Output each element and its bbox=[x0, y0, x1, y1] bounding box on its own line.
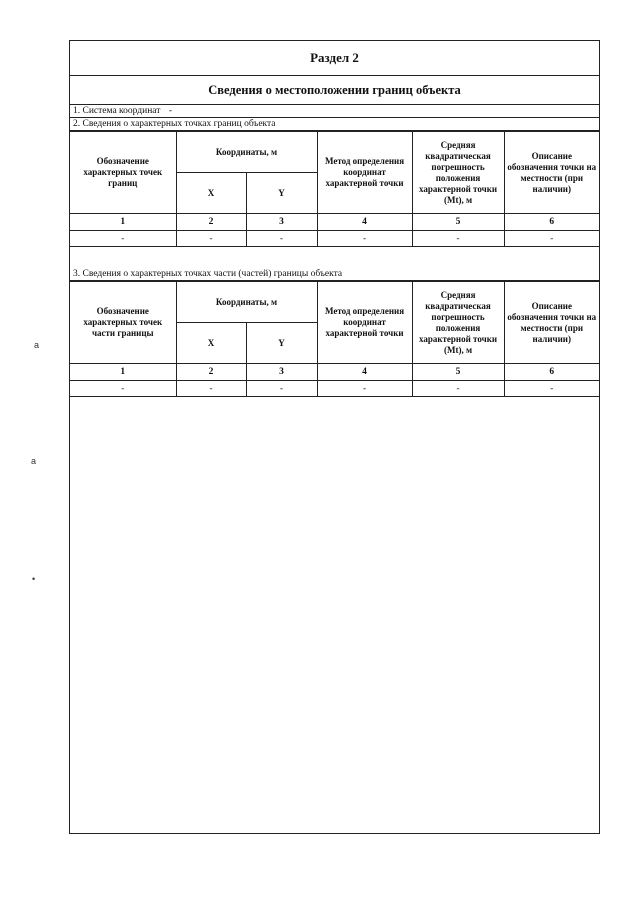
table-cell: - bbox=[70, 381, 176, 397]
header-description: Описание обозначения точки на местности (при наличии) bbox=[504, 132, 599, 214]
column-number: 4 bbox=[317, 364, 412, 381]
header-error: Средняя квадратическая погрешность положения характерной точки (Mt), м bbox=[412, 282, 504, 364]
header-y: Y bbox=[246, 323, 317, 364]
column-number: 2 bbox=[176, 364, 246, 381]
header-coordinates: Координаты, м bbox=[176, 282, 317, 323]
table-cell: - bbox=[504, 381, 599, 397]
header-coordinates: Координаты, м bbox=[176, 132, 317, 173]
margin-mark: a bbox=[34, 340, 40, 350]
coord-system-row bbox=[70, 105, 599, 118]
table1-label: 2. Сведения о характерных точках границ объекта bbox=[73, 119, 276, 129]
header-designation: Обозначение характерных точек части границы bbox=[70, 282, 176, 364]
table2-label-row bbox=[70, 268, 599, 281]
header-error: Средняя квадратическая погрешность положения характерной точки (Mt), м bbox=[412, 132, 504, 214]
column-number: 4 bbox=[317, 214, 412, 231]
margin-mark: • bbox=[32, 574, 36, 584]
header-description: Описание обозначения точки на местности (при наличии) bbox=[504, 282, 599, 364]
column-number: 3 bbox=[246, 214, 317, 231]
table1-label-row bbox=[70, 118, 599, 131]
table-cell: - bbox=[176, 381, 246, 397]
column-number: 6 bbox=[504, 364, 599, 381]
table-cell: - bbox=[412, 381, 504, 397]
table-cell: - bbox=[246, 231, 317, 247]
table-cell: - bbox=[504, 231, 599, 247]
column-number: 2 bbox=[176, 214, 246, 231]
column-number: 1 bbox=[70, 214, 176, 231]
header-designation: Обозначение характерных точек границ bbox=[70, 132, 176, 214]
boundary-part-points-table bbox=[70, 281, 599, 397]
column-number: 3 bbox=[246, 364, 317, 381]
header-method: Метод определения координат характерной точки bbox=[317, 132, 412, 214]
table2-label: 3. Сведения о характерных точках части (частей) границы объекта bbox=[73, 269, 343, 279]
document-title bbox=[70, 76, 599, 105]
table-cell: - bbox=[412, 231, 504, 247]
table-cell: - bbox=[317, 381, 412, 397]
table-cell: - bbox=[176, 231, 246, 247]
boundary-points-table bbox=[70, 131, 599, 247]
column-number: 5 bbox=[412, 364, 504, 381]
section-title bbox=[70, 41, 599, 76]
column-number: 6 bbox=[504, 214, 599, 231]
document-title-text: Сведения о местоположении границ объекта bbox=[208, 82, 461, 97]
table-cell: - bbox=[317, 231, 412, 247]
column-number: 5 bbox=[412, 214, 504, 231]
header-x: X bbox=[176, 173, 246, 214]
coord-system-label: 1. Система координат bbox=[73, 106, 161, 116]
header-method: Метод определения координат характерной точки bbox=[317, 282, 412, 364]
table-cell: - bbox=[246, 381, 317, 397]
column-number: 1 bbox=[70, 364, 176, 381]
document-frame bbox=[69, 40, 600, 834]
margin-mark: a bbox=[31, 456, 37, 466]
section-title-text: Раздел 2 bbox=[310, 50, 359, 65]
table-cell: - bbox=[70, 231, 176, 247]
header-y: Y bbox=[246, 173, 317, 214]
coord-system-value: - bbox=[168, 106, 172, 116]
header-x: X bbox=[176, 323, 246, 364]
